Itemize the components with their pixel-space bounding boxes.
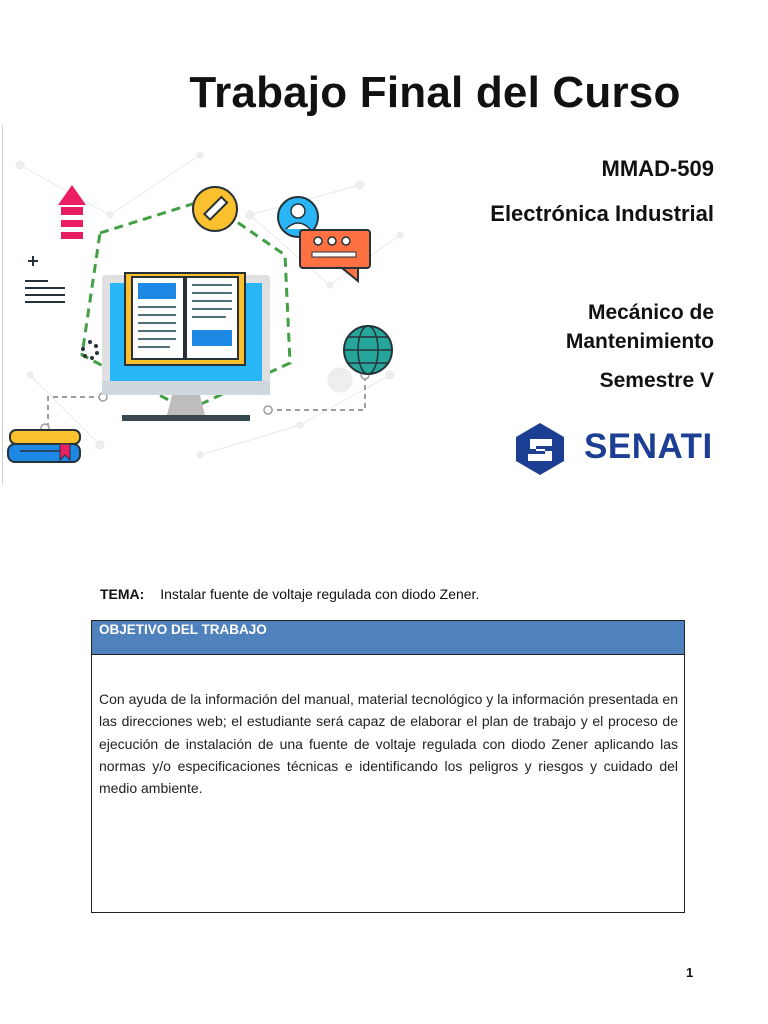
pencil-icon xyxy=(193,187,237,231)
course-code: MMAD-509 xyxy=(601,156,714,181)
education-illustration xyxy=(0,125,410,485)
book-monitor-icon xyxy=(102,273,270,421)
tema-label: TEMA: xyxy=(100,586,145,602)
semester-label: Semestre V xyxy=(599,369,714,392)
tema-value: Instalar fuente de voltaje regulada con diodo Zener. xyxy=(160,586,480,602)
upload-arrow-icon xyxy=(58,185,86,239)
objective-table xyxy=(91,620,685,913)
document-lines-icon xyxy=(25,256,65,302)
tema-line xyxy=(100,586,479,602)
course-name: Electrónica Industrial xyxy=(490,201,714,226)
career-name: Mecánico de Mantenimiento xyxy=(565,301,714,353)
books-icon xyxy=(8,430,80,462)
senati-logo-text: SENATI xyxy=(584,427,713,466)
document-title: Trabajo Final del Curso xyxy=(189,68,681,117)
page-number: 1 xyxy=(686,965,694,980)
chat-bubble-icon xyxy=(300,230,370,281)
objective-header: OBJETIVO DEL TRABAJO xyxy=(92,621,684,655)
globe-icon xyxy=(344,326,392,374)
objective-text: Con ayuda de la información del manual, material tecnológico y la información presentada en las direcciones web; el estudiante será capaz de elaborar el plan de trabajo y el proceso de ejecución de instalación de una fuente de voltaje regulada con diodo Zener aplicando las normas y/o especificaciones técnicas e identificando los peligros y riesgos y cuidado del medio ambiente. xyxy=(99,691,678,797)
